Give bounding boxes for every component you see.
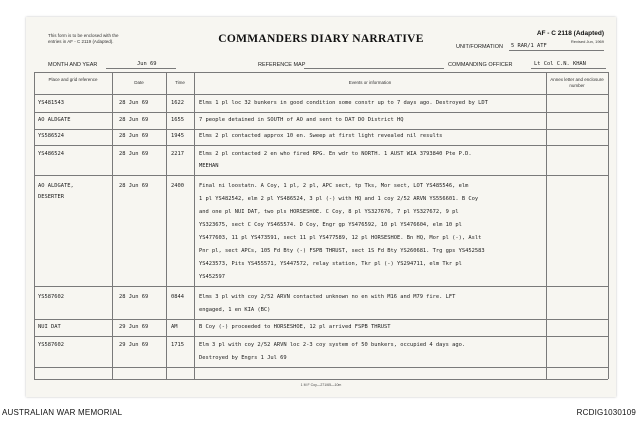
- row-date: 28 Jun 69: [119, 183, 149, 189]
- footer-institution: AUSTRALIAN WAR MEMORIAL: [2, 408, 123, 417]
- reference-map-label: REFERENCE MAP: [258, 62, 306, 68]
- header-note-line-1: This form is to be enclosed with the: [48, 33, 119, 38]
- row-event-line: Pnr pl, sect APCs, 105 Fd Bty (-) FSPB THRUST, sect 1S Fd Bty YS260681. Trg gps YS452583: [199, 248, 485, 254]
- header-note-line-2: entries in AF - C 2119 (Adapted).: [48, 39, 114, 44]
- row-event-line: and one pl NUI DAT, two pls HORSESHOE. C Coy, 8 pl YS327676, 7 pl YS327672, 9 pl: [199, 209, 459, 215]
- row-place: YS586524: [38, 133, 64, 139]
- row-event-line: Elms 3 pl with coy 2/52 ARVN contacted unknown no en with M16 and M79 fire. LFT: [199, 294, 456, 300]
- row-event-line: 1 pl YS482542, elm 2 pl YS486524, 3 pl (-) with HQ and 1 coy 2/52 ARVN YS556601. B Coy: [199, 196, 479, 202]
- month-year-label: MONTH AND YEAR: [48, 62, 98, 68]
- row-event-line: engaged, 1 en KIA (BC): [199, 307, 271, 313]
- row-date: 29 Jun 69: [119, 342, 149, 348]
- month-year-value: Jun 69: [137, 61, 157, 67]
- diary-sheet: [26, 17, 616, 397]
- printer-mark: 1 M F Coy—271/65—10m: [300, 383, 342, 387]
- row-event-line: Destroyed by Engrs 1 Jul 69: [199, 355, 287, 361]
- form-revised: Revised Jun, 1969: [570, 39, 604, 44]
- row-event-line: YS323675, sect C Coy YS465574. D Coy, Engr gp YS476592, 10 pl YS476604, elm 10 pl: [199, 222, 462, 228]
- row-event-line: Elms 1 pl loc 32 bunkers in good condition some constr up to 7 days ago. Destroyed by LDT: [199, 100, 488, 106]
- row-event-line: Elms 2 pl contacted 2 en who fired RPG. En wdr to NORTH. 1 AUST WIA 3793840 Pte P.D.: [199, 151, 472, 157]
- commanding-officer-value: Lt Col C.N. KHAN: [534, 61, 586, 67]
- row-date: 28 Jun 69: [119, 294, 149, 300]
- row-event-line: Elms 2 pl contacted approx 10 en. Sweep at first light revealed nil results: [199, 133, 443, 139]
- row-event-line: YS477603, 11 pl YS473591, sect 11 pl YS477589, 12 pl HORSESHOE. Bn HQ, Mor pl (-), Aslt: [199, 235, 482, 241]
- row-place-secondary: DESERTER: [38, 194, 64, 200]
- table-top-rule: [34, 72, 608, 73]
- commanding-officer-label: COMMANDING OFFICER: [448, 62, 513, 68]
- row-time: 1655: [171, 117, 184, 123]
- footer-record-id: RCDIG1030109: [576, 408, 636, 417]
- row-date: 28 Jun 69: [119, 133, 149, 139]
- column-header-annex: Annex letter and enclosure number: [550, 77, 604, 88]
- row-time: 1622: [171, 100, 184, 106]
- row-time: 1715: [171, 342, 184, 348]
- row-place: NUI DAT: [38, 324, 61, 330]
- row-place: YS587602: [38, 294, 64, 300]
- row-place: YS481543: [38, 100, 64, 106]
- row-place: AO ALDGATE,: [38, 183, 74, 189]
- row-date: 28 Jun 69: [119, 151, 149, 157]
- row-event-line: MEEHAN: [199, 163, 219, 169]
- row-event-line: YS423573, Pits YS455571, YS447572, relay station, Tkr pl (-) YS294711, elm Tkr pl: [199, 261, 462, 267]
- column-header-events: Events or information: [348, 80, 392, 85]
- row-place: AO ALDGATE: [38, 117, 71, 123]
- row-event-line: Elm 3 pl with coy 2/52 ARVN loc 2-3 coy system of 50 bunkers, occupied 4 days ago.: [199, 342, 466, 348]
- row-time: AM: [171, 324, 178, 330]
- row-time: 0844: [171, 294, 184, 300]
- row-time: 1945: [171, 133, 184, 139]
- table-head-rule: [34, 94, 608, 95]
- row-event-line: YS452597: [199, 274, 225, 280]
- row-date: 29 Jun 69: [119, 324, 149, 330]
- column-header-time: Time: [175, 80, 185, 85]
- row-event-line: 7 people detained in SOUTH of AO and sent to DAT DO District HQ: [199, 117, 404, 123]
- row-event-line: B Coy (-) proceeded to HORSESHOE, 12 pl arrived FSPB THRUST: [199, 324, 391, 330]
- page-title: COMMANDERS DIARY NARRATIVE: [218, 33, 424, 45]
- unit-label: UNIT/FORMATION: [456, 44, 503, 50]
- form-number: AF - C 2118 (Adapted): [536, 30, 604, 37]
- column-header-place: Place and grid reference: [48, 77, 98, 82]
- row-time: 2400: [171, 183, 184, 189]
- row-date: 28 Jun 69: [119, 117, 149, 123]
- row-place: YS587602: [38, 342, 64, 348]
- row-place: YS486524: [38, 151, 64, 157]
- row-event-line: Final ni loostatn. A Coy, 1 pl, 2 pl, APC sect, tp Tks, Mor sect, LOT YS485546, elm: [199, 183, 469, 189]
- column-header-date: Date: [134, 80, 144, 85]
- row-date: 28 Jun 69: [119, 100, 149, 106]
- unit-value: 5 RAR/1 ATF: [511, 43, 547, 49]
- row-time: 2217: [171, 151, 184, 157]
